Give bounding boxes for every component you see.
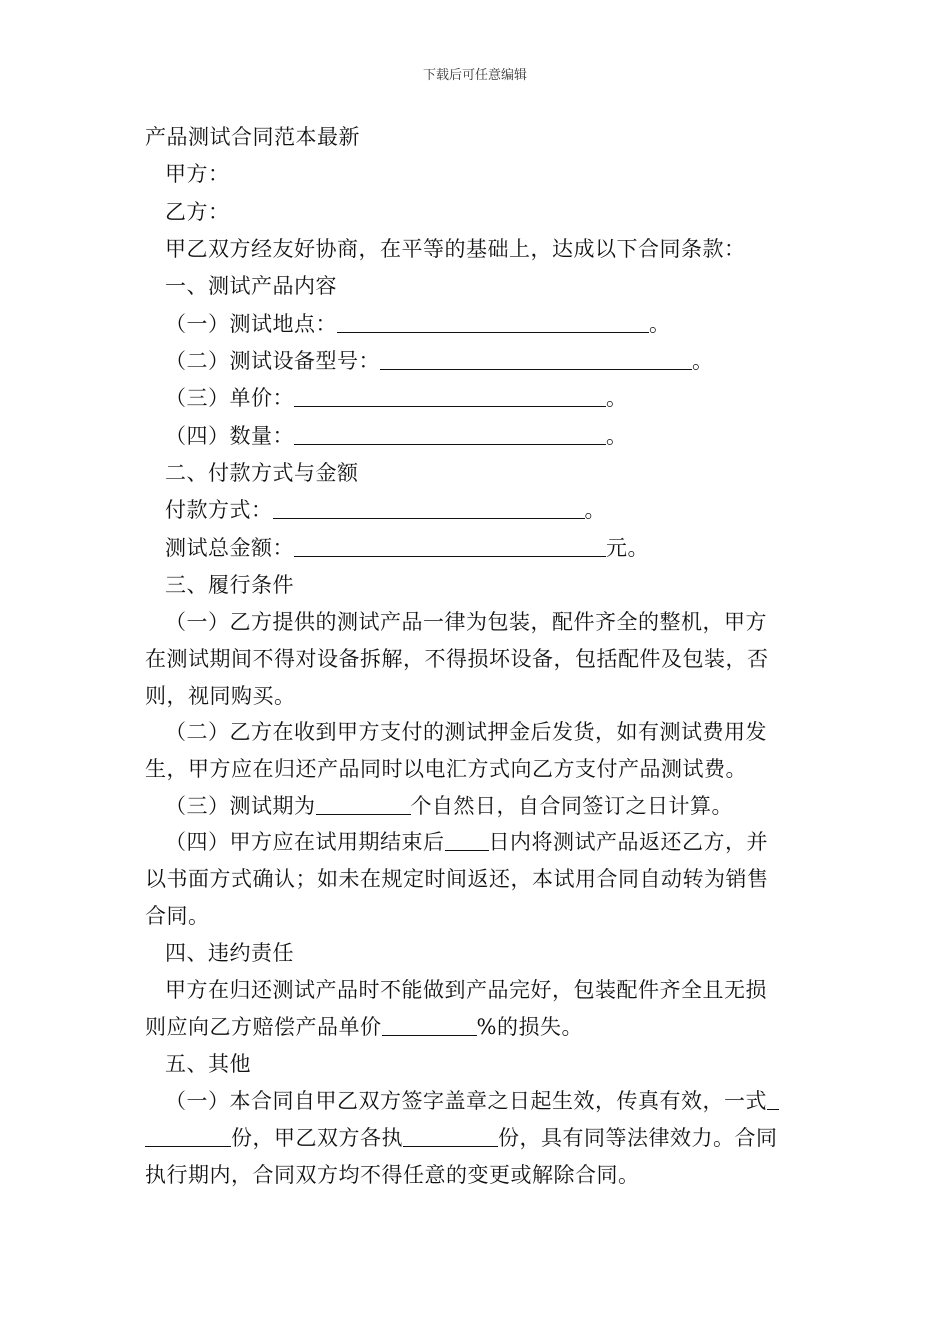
test-model-row xyxy=(0,347,950,375)
section-1-heading: 一、测试产品内容 xyxy=(165,274,337,298)
unit-price-blank[interactable] xyxy=(294,386,606,407)
quantity-label: （四）数量： xyxy=(165,424,294,448)
unit-price-label: （三）单价： xyxy=(165,386,294,410)
other-line-2 xyxy=(0,1124,950,1152)
compensation-label: 则应向乙方赔偿产品单价 xyxy=(145,1015,382,1039)
section-4-heading: 四、违约责任 xyxy=(165,941,294,965)
document-title: 产品测试合同范本最新 xyxy=(145,125,360,149)
period-mark: 。 xyxy=(649,312,671,336)
quantity-blank[interactable] xyxy=(294,424,606,445)
copies-label: 份，甲乙双方各执 xyxy=(231,1126,403,1150)
return-days-blank[interactable] xyxy=(445,830,489,851)
test-location-label: （一）测试地点： xyxy=(165,312,337,336)
total-amount-label: 测试总金额： xyxy=(165,536,294,560)
quantity-row xyxy=(0,422,950,450)
unit-price-row xyxy=(0,384,950,412)
period-mark: 。 xyxy=(606,386,628,410)
compensation-percent-blank[interactable] xyxy=(382,1015,477,1036)
legal-effect-text: 份，具有同等法律效力。合同 xyxy=(498,1126,778,1150)
return-deadline-suffix: 日内将测试产品返还乙方，并 xyxy=(488,830,768,854)
section-3-heading: 三、履行条件 xyxy=(165,573,294,597)
clause-3-2-line-2: 生，甲方应在归还产品同时以电汇方式向乙方支付产品测试费。 xyxy=(145,757,747,781)
other-line-1 xyxy=(0,1087,950,1115)
party-b-label: 乙方： xyxy=(165,200,230,224)
clause-3-1-line-2: 在测试期间不得对设备拆解，不得损坏设备，包括配件及包装，否 xyxy=(145,647,769,671)
header-note: 下载后可任意编辑 xyxy=(422,68,527,83)
total-amount-row xyxy=(0,534,950,562)
payment-method-blank[interactable] xyxy=(273,498,585,519)
copies-blank-start[interactable] xyxy=(767,1089,779,1110)
compensation-suffix: %的损失。 xyxy=(476,1015,583,1039)
effective-clause: （一）本合同自甲乙双方签字盖章之日起生效，传真有效，一式 xyxy=(165,1089,767,1113)
test-model-blank[interactable] xyxy=(380,349,692,370)
payment-method-row xyxy=(0,496,950,524)
liability-line-2 xyxy=(0,1013,950,1041)
period-mark: 。 xyxy=(692,349,714,373)
other-line-3: 执行期内，合同双方均不得任意的变更或解除合同。 xyxy=(145,1163,640,1187)
clause-3-4-line-3: 合同。 xyxy=(145,904,210,928)
test-location-row xyxy=(0,310,950,338)
liability-line-1: 甲方在归还测试产品时不能做到产品完好，包装配件齐全且无损 xyxy=(165,978,767,1002)
clause-3-1-line-1: （一）乙方提供的测试产品一律为包装，配件齐全的整机，甲方 xyxy=(165,610,767,634)
yuan-unit: 元。 xyxy=(606,536,649,560)
clause-3-3-row xyxy=(0,792,950,820)
test-period-suffix: 个自然日，自合同签订之日计算。 xyxy=(410,794,733,818)
clause-3-4-line-2: 以书面方式确认；如未在规定时间返还，本试用合同自动转为销售 xyxy=(145,867,769,891)
period-mark: 。 xyxy=(584,498,606,522)
total-amount-blank[interactable] xyxy=(294,536,606,557)
section-5-heading: 五、其他 xyxy=(165,1052,251,1076)
payment-method-label: 付款方式： xyxy=(165,498,273,522)
test-location-blank[interactable] xyxy=(337,312,649,333)
return-deadline-label: （四）甲方应在试用期结束后 xyxy=(165,830,445,854)
copies-count-blank[interactable] xyxy=(145,1126,231,1147)
test-model-label: （二）测试设备型号： xyxy=(165,349,380,373)
section-2-heading: 二、付款方式与金额 xyxy=(165,461,359,485)
test-period-days-blank[interactable] xyxy=(316,794,411,815)
clause-3-2-line-1: （二）乙方在收到甲方支付的测试押金后发货，如有测试费用发 xyxy=(165,720,767,744)
clause-3-1-line-3: 则，视同购买。 xyxy=(145,684,296,708)
copies-each-blank[interactable] xyxy=(403,1126,498,1147)
test-period-label: （三）测试期为 xyxy=(165,794,316,818)
party-a-label: 甲方： xyxy=(165,162,230,186)
clause-3-4-row xyxy=(0,828,950,856)
period-mark: 。 xyxy=(606,424,628,448)
intro-paragraph: 甲乙双方经友好协商，在平等的基础上，达成以下合同条款： xyxy=(165,237,746,261)
